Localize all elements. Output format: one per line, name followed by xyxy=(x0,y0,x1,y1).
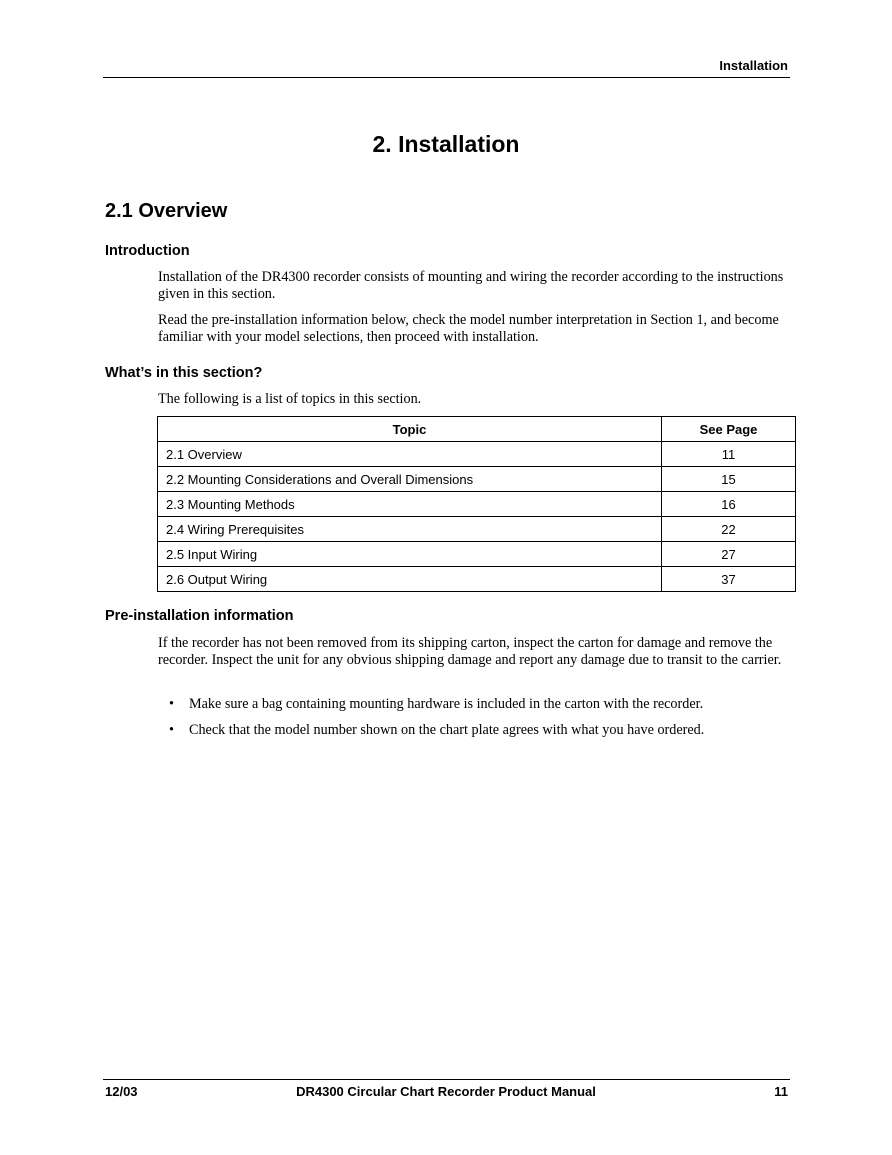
topic-cell: 2.2 Mounting Considerations and Overall Dimensions xyxy=(158,467,662,492)
footer-rule xyxy=(103,1079,790,1080)
introduction-paragraph-2: Read the pre-installation information below, check the model number interpretation in Section 1, and become familiar with your model selections, then proceed with installation. xyxy=(158,312,779,345)
running-header: Installation xyxy=(719,58,788,73)
whats-in-intro: The following is a list of topics in this section. xyxy=(158,391,422,407)
table-row xyxy=(158,467,796,492)
list-item-text: Check that the model number shown on the chart plate agrees with what you have ordered. xyxy=(189,722,705,738)
see-page-column-header: See Page xyxy=(662,417,796,442)
introduction-paragraph-1: Installation of the DR4300 recorder consists of mounting and wiring the recorder according to the instructions given in this section. xyxy=(158,269,784,302)
preinstall-bullet-list xyxy=(158,696,788,748)
table-row xyxy=(158,492,796,517)
table-row xyxy=(158,567,796,592)
section-title: 2.1 Overview xyxy=(105,200,228,222)
page-cell: 27 xyxy=(662,542,796,567)
topic-cell: 2.6 Output Wiring xyxy=(158,567,662,592)
list-item xyxy=(158,696,788,713)
chapter-title: 2. Installation xyxy=(372,131,520,157)
header-rule xyxy=(103,77,790,78)
topic-cell: 2.3 Mounting Methods xyxy=(158,492,662,517)
table-row xyxy=(158,442,796,467)
whats-in-heading: What’s in this section? xyxy=(105,365,263,381)
page-cell: 22 xyxy=(662,517,796,542)
page-cell: 16 xyxy=(662,492,796,517)
table-row xyxy=(158,517,796,542)
page-cell: 15 xyxy=(662,467,796,492)
page-cell: 11 xyxy=(662,442,796,467)
introduction-heading: Introduction xyxy=(105,243,190,259)
footer-manual-title: DR4300 Circular Chart Recorder Product Manual xyxy=(296,1084,596,1099)
topic-cell: 2.1 Overview xyxy=(158,442,662,467)
topic-column-header: Topic xyxy=(158,417,662,442)
topic-cell: 2.5 Input Wiring xyxy=(158,542,662,567)
page-cell: 37 xyxy=(662,567,796,592)
topic-cell: 2.4 Wiring Prerequisites xyxy=(158,517,662,542)
table-row xyxy=(158,542,796,567)
table-header-row xyxy=(158,417,796,442)
list-item-text: Make sure a bag containing mounting hardware is included in the carton with the recorder. xyxy=(189,696,704,712)
list-item xyxy=(158,722,788,739)
topics-table xyxy=(157,416,796,592)
preinstall-heading: Pre-installation information xyxy=(105,608,294,624)
footer-date: 12/03 xyxy=(105,1084,138,1099)
bullet-icon: • xyxy=(169,722,174,738)
bullet-icon: • xyxy=(169,696,174,712)
preinstall-paragraph: If the recorder has not been removed from its shipping carton, inspect the carton for damage and remove the recorder. Inspect the unit for any obvious shipping damage and report any damage due to transit to the carrier. xyxy=(158,635,782,668)
footer-page-number: 11 xyxy=(774,1084,788,1099)
